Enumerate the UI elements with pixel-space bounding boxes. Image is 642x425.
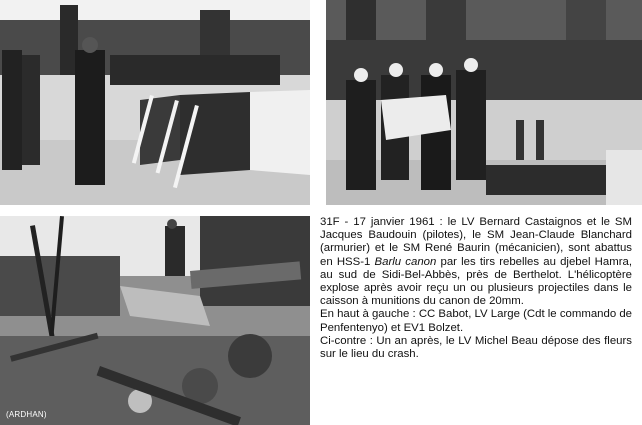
caption-paragraph-top-left: En haut à gauche : CC Babot, LV Large (Cdt le commando de Penfentenyo) et EV1 Bolzet. [320,308,632,334]
caption-aircraft-name: Barlu canon [374,255,437,268]
caption-main-text-1: 31F - 17 janvier 1961 : le LV Bernard Castaignos et le SM Jacques Baudouin (pilotes), le SM Jean-Claude Blanchard (armurier) et le SM René Baurin (mécanicien), sont abattus en HSS-1 [320,216,632,268]
caption-paragraph-opposite: Ci-contre : Un an après, le LV Michel Beau dépose des fleurs sur le lieu du crash. [320,334,632,361]
caption-block [320,216,632,361]
photo-credit: (ARDHAN) [6,410,47,419]
photo-helicopter-wreck [0,216,310,425]
photo-coffin-procession [326,0,642,205]
caption-main-text-2: par les tirs rebelles au djebel Hamra, au sud de Sidi-Bel-Abbès, près de Berthelot. L'hélicoptère explose après avoir reçu un ou plusieurs projectiles dans le caisson à munitions du canon de 20mm. [320,255,632,308]
photo-funeral-coffins [0,0,310,205]
caption-paragraph-main [320,216,632,308]
